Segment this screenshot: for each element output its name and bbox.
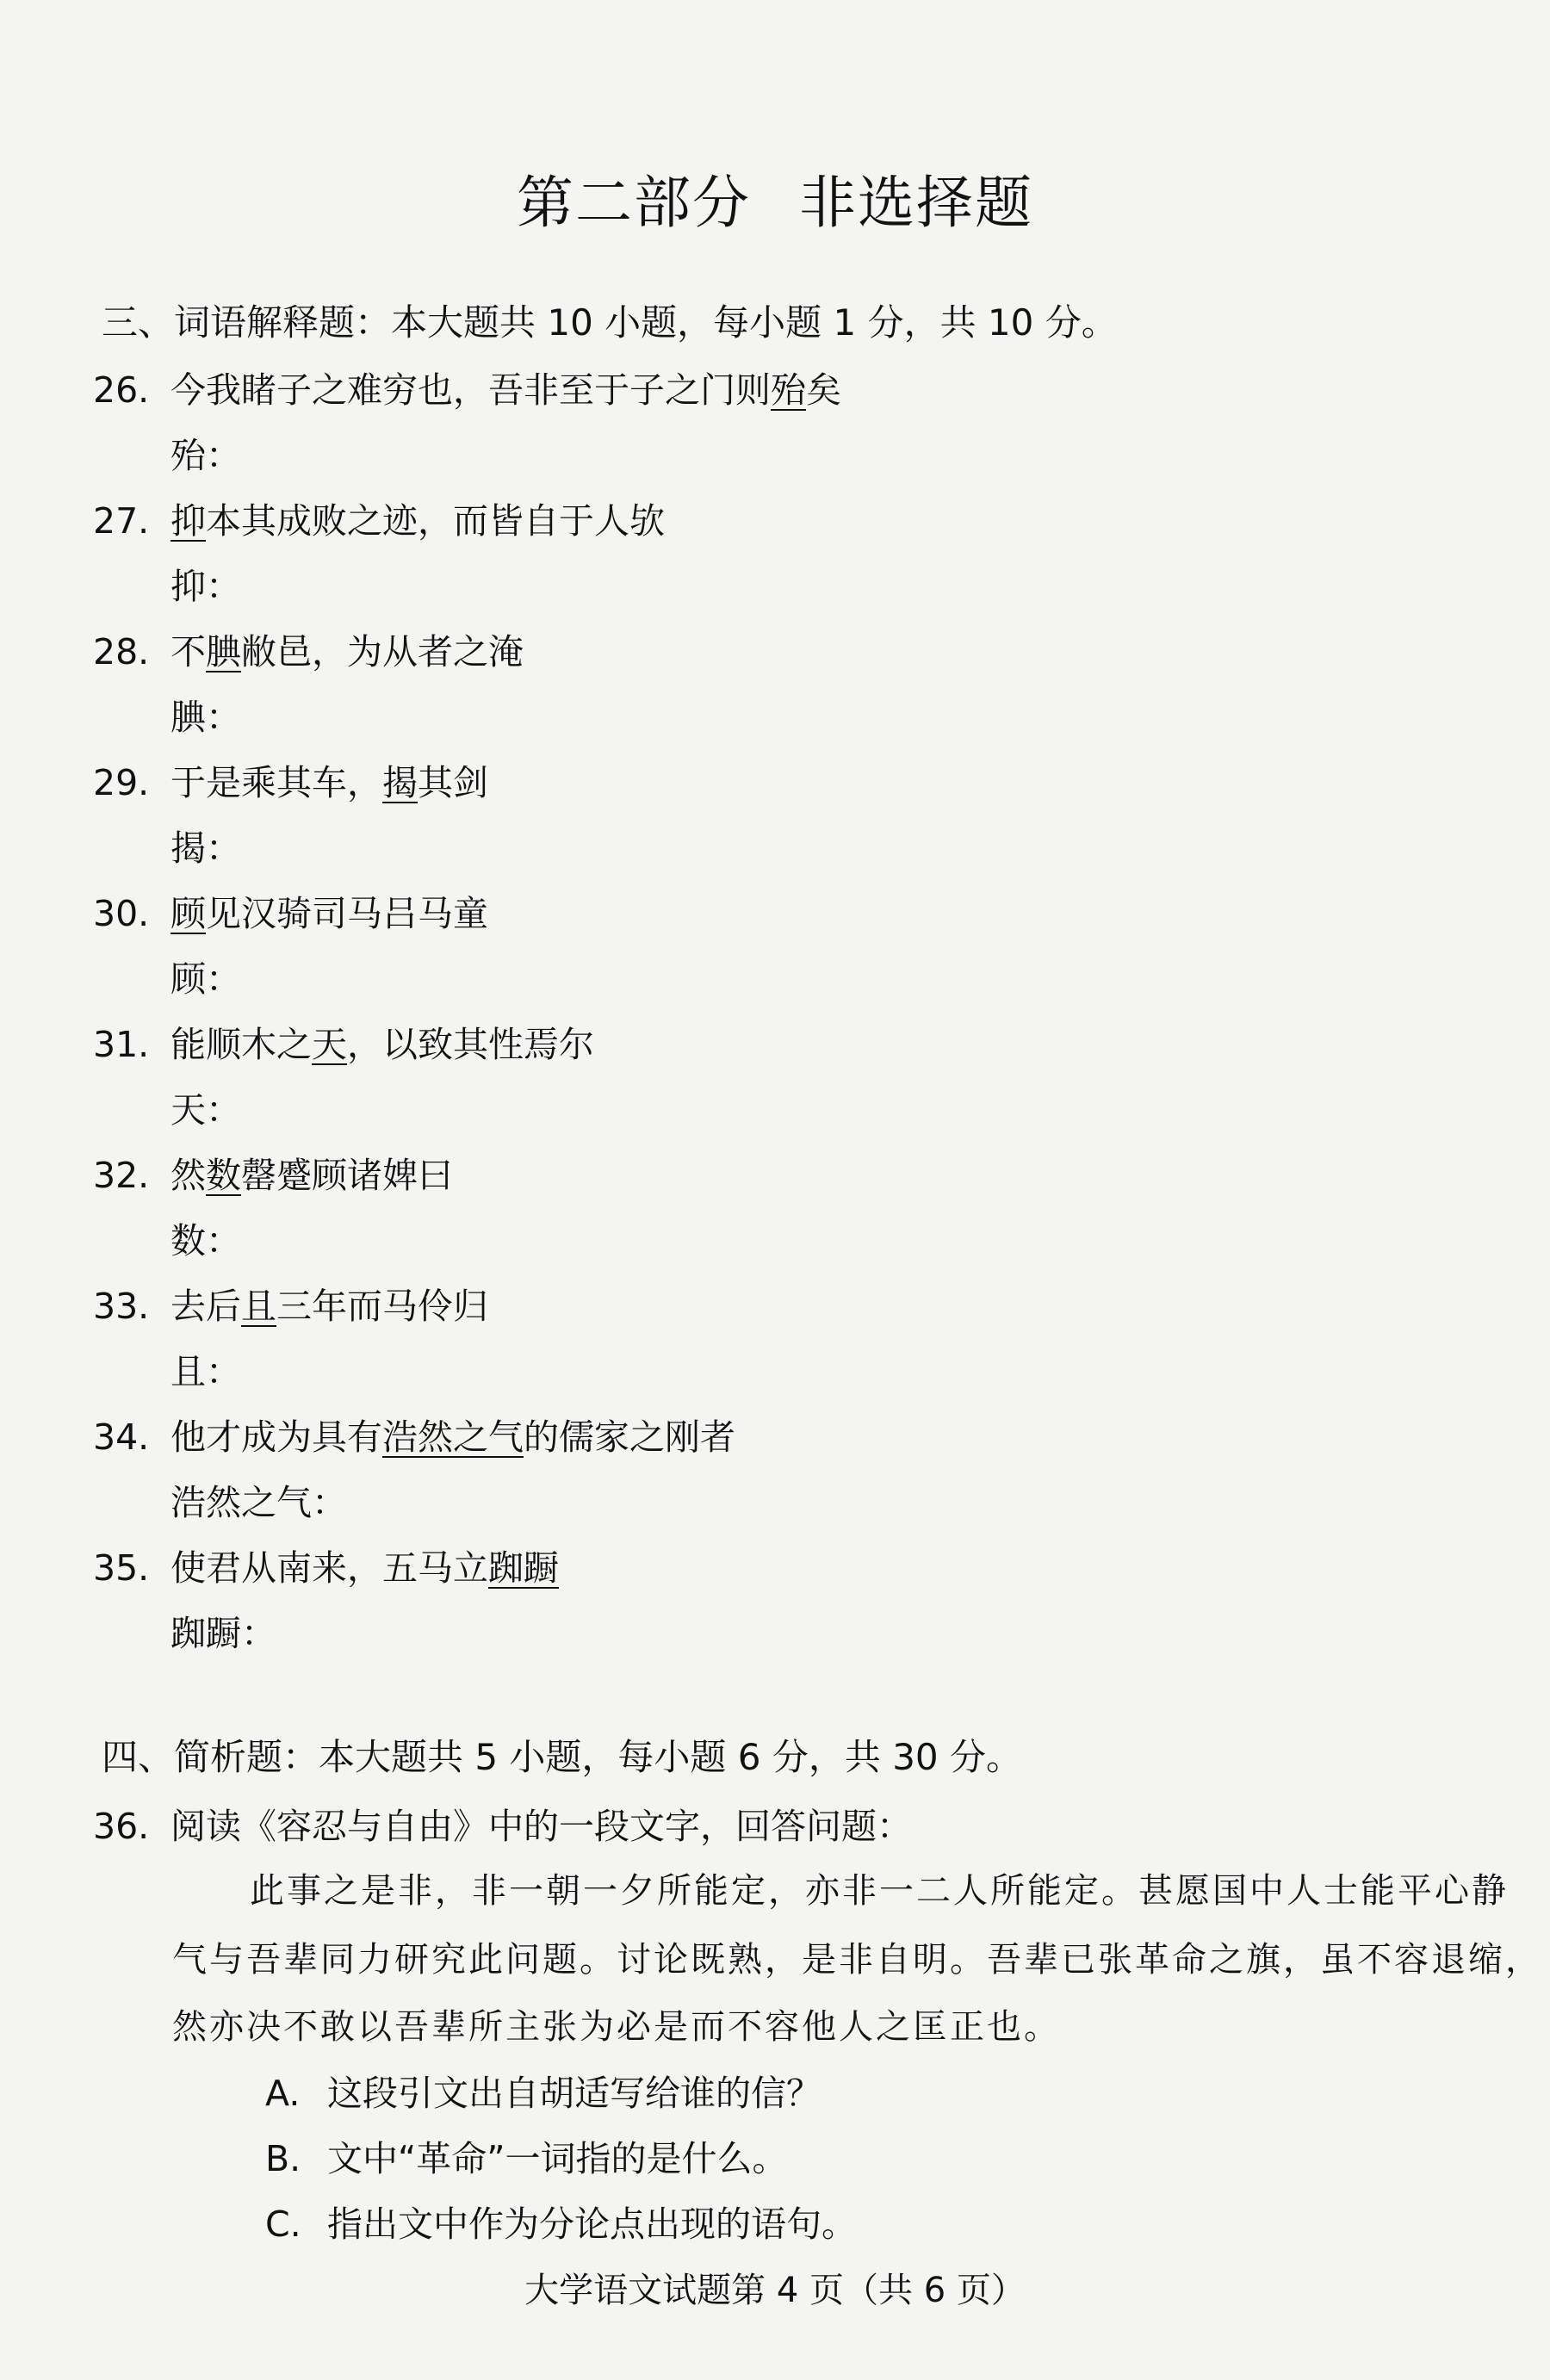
term: 抑 <box>170 500 206 542</box>
term: 浩然之气 <box>382 1416 524 1458</box>
answer-line-33: 且： <box>170 1351 241 1392</box>
term: 殆 <box>771 369 806 411</box>
section-3-heading: 三、词语解释题：本大题共 10 小题，每小题 1 分，共 10 分。 <box>102 301 1118 344</box>
answer-line-27: 抑： <box>170 566 241 607</box>
answer-line-32: 数： <box>170 1220 241 1261</box>
question-35: 35. 使君从南来，五马立踟蹰 <box>93 1547 559 1589</box>
subquestion-a: A. 这段引文出自胡适写给谁的信？ <box>265 2073 822 2114</box>
question-34: 34. 他才成为具有浩然之气的儒家之刚者 <box>93 1416 735 1458</box>
term: 数 <box>206 1155 241 1196</box>
page-title <box>0 157 1550 239</box>
question-30: 30. 顾见汉骑司马吕马童 <box>93 893 488 934</box>
answer-line-28: 腆： <box>170 697 241 738</box>
term: 腆 <box>206 631 241 672</box>
question-31: 31. 能顺木之天，以致其性焉尔 <box>93 1024 594 1065</box>
passage-line: 气与吾辈同力研究此问题。讨论既熟，是非自明。吾辈已张革命之旗，虽不容退缩， <box>172 1940 1542 1980</box>
term: 揭 <box>382 762 418 803</box>
title-part: 第二部分 <box>517 170 751 236</box>
answer-line-26: 殆： <box>170 435 241 476</box>
term: 且 <box>241 1286 276 1327</box>
question-33: 33. 去后且三年而马伶归 <box>93 1286 488 1327</box>
title-name: 非选择题 <box>799 170 1033 236</box>
question-36: 36. 阅读《容忍与自由》中的一段文字，回答问题： <box>93 1806 912 1847</box>
question-27: 27. 抑本其成败之迹，而皆自于人欤 <box>93 500 665 542</box>
answer-line-29: 揭： <box>170 827 241 869</box>
question-26: 26. 今我睹子之难穷也，吾非至于子之门则殆矣 <box>93 369 841 411</box>
answer-line-34: 浩然之气： <box>170 1482 347 1523</box>
answer-line-35: 踟蹰： <box>170 1613 276 1654</box>
passage-line: 然亦决不敢以吾辈所主张为必是而不容他人之匡正也。 <box>172 2007 1061 2047</box>
passage-line: 此事之是非，非一朝一夕所能定，亦非一二人所能定。甚愿国中人士能平心静 <box>250 1871 1509 1911</box>
page-footer: 大学语文试题第 4 页（共 6 页） <box>524 2271 1026 2310</box>
term: 顾 <box>170 893 206 934</box>
subquestion-c: C. 指出文中作为分论点出现的语句。 <box>265 2203 857 2245</box>
section-4-heading: 四、简析题：本大题共 5 小题，每小题 6 分，共 30 分。 <box>102 1736 1022 1778</box>
answer-line-30: 顾： <box>170 958 241 1000</box>
question-28: 28. 不腆敝邑，为从者之淹 <box>93 631 524 672</box>
question-32: 32. 然数罄蹙顾诸婢曰 <box>93 1155 453 1196</box>
question-29: 29. 于是乘其车，揭其剑 <box>93 762 488 803</box>
answer-line-31: 天： <box>170 1089 241 1131</box>
term: 天 <box>312 1024 347 1065</box>
subquestion-b: B. 文中“革命”一词指的是什么。 <box>265 2138 788 2179</box>
term: 踟蹰 <box>488 1547 559 1589</box>
